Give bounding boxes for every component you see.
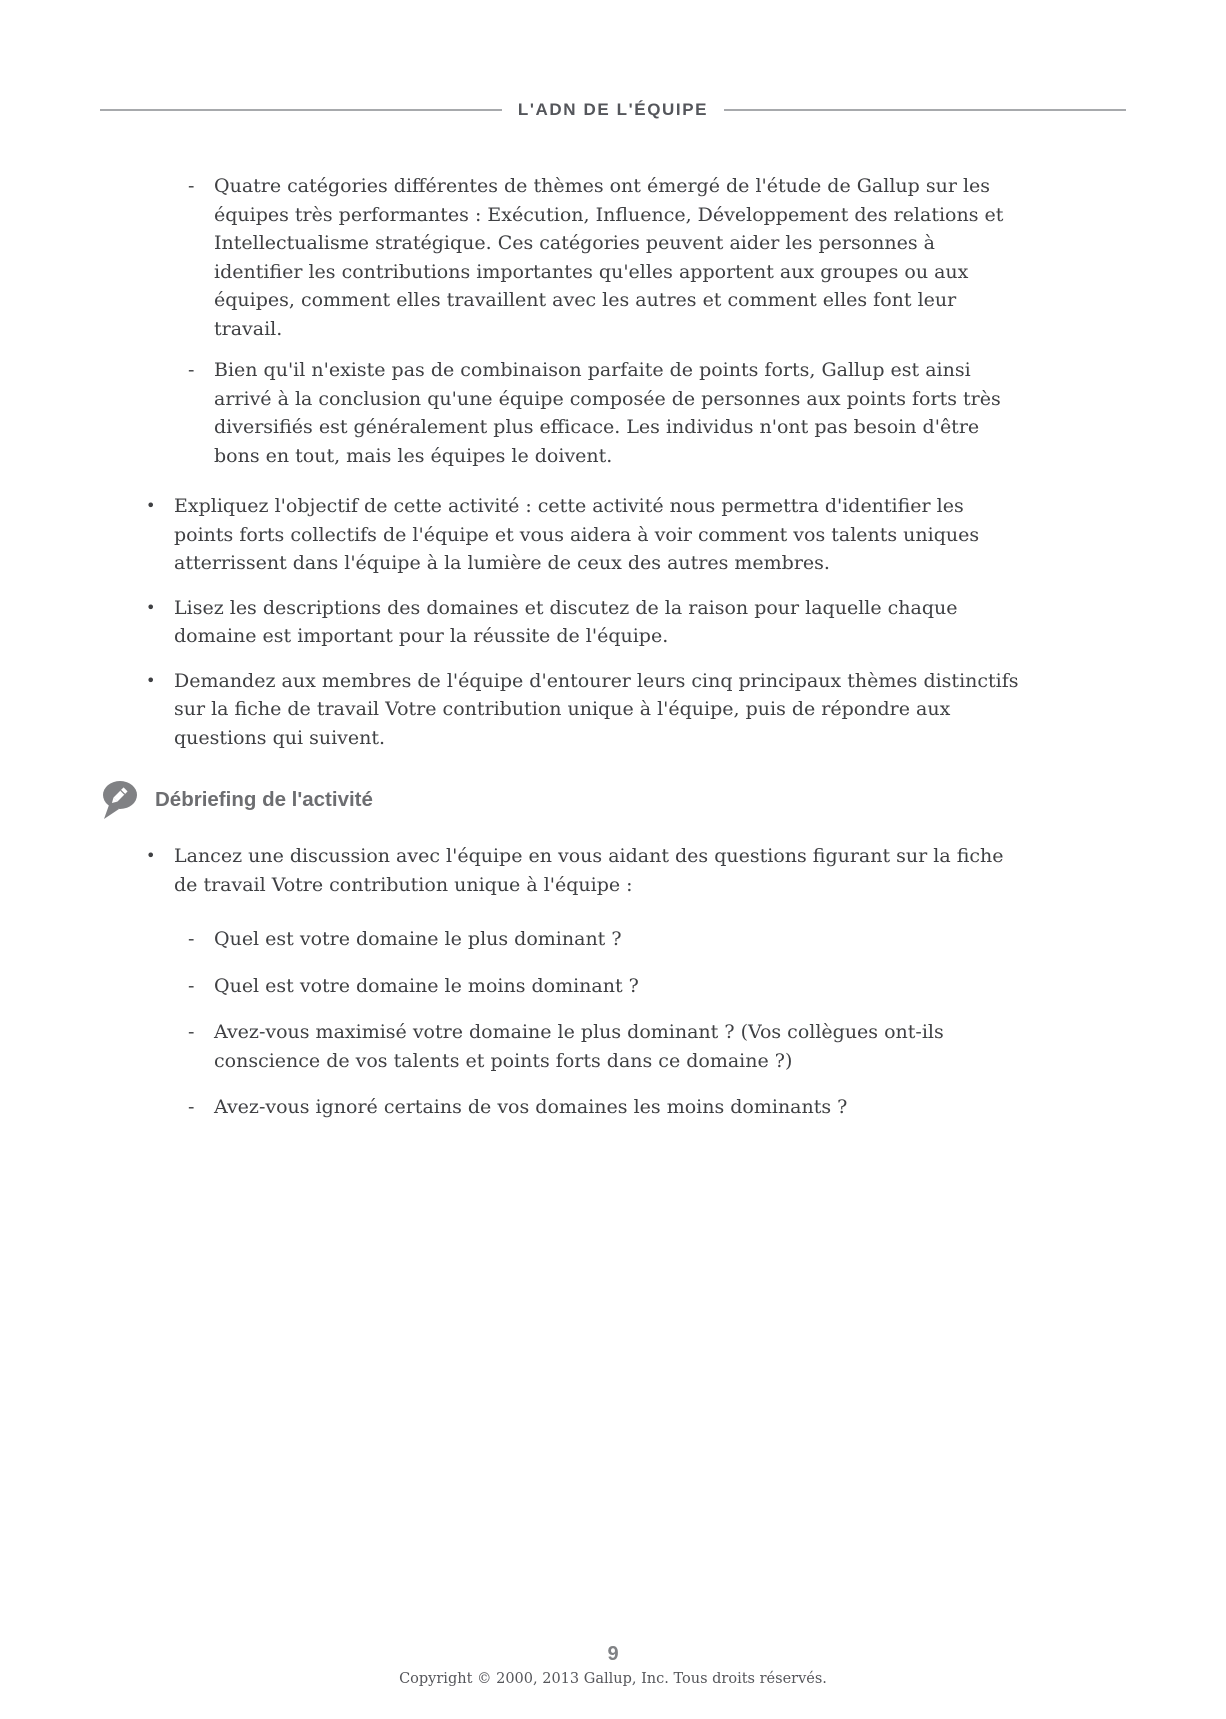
page-header: [100, 0, 1126, 120]
paragraph: Lancez une discussion avec l'équipe en vous aidant des questions figurant sur la fiche de travail Votre contribution unique à l'équipe :: [174, 845, 1004, 896]
debrief-bullet-list: [100, 842, 1126, 899]
activity-bullet-list: [100, 492, 1126, 752]
intro-dash-list: [100, 172, 1126, 470]
bullet-marker: •: [146, 496, 156, 515]
list-item: [146, 492, 1126, 578]
dash-marker: -: [188, 974, 195, 997]
list-item: [188, 1093, 1126, 1122]
question-text: Avez-vous ignoré certains de vos domaines les moins dominants ?: [214, 1096, 848, 1118]
bullet-marker: •: [146, 670, 156, 690]
bullet-marker: •: [146, 846, 156, 865]
page-content: [100, 172, 1126, 1122]
question-text: Avez-vous maximisé votre domaine le plus dominant ? (Vos collègues ont-ils conscience de vos talents et points forts dans ce domaine ?): [214, 1021, 944, 1072]
list-item: [188, 972, 1126, 1001]
paragraph: Expliquez l'objectif de cette activité : cette activité nous permettra d'identifier les points forts collectifs de l'équipe et vous aidera à voir comment vos talents uniques atterrissent dans l'équipe à la lumière de ceux des autres membres.: [174, 495, 980, 574]
paragraph: Quatre catégories différentes de thèmes ont émergé de l'étude de Gallup sur les équipes très performantes : Exécution, Influence, Développement des relations et Intellectualisme stratégique. Ces catégories peuvent aider les personnes à identifier les contributions importantes qu'elles apportent aux groupes ou aux équipes, comment elles travaillent avec les autres et comment elles font leur travail.: [214, 175, 1004, 340]
copyright-line: Copyright © 2000, 2013 Gallup, Inc. Tous droits réservés.: [399, 1671, 827, 1687]
page-footer: [0, 1643, 1226, 1687]
dash-marker: -: [188, 928, 195, 950]
dash-marker: -: [188, 175, 195, 197]
list-item: [188, 172, 1126, 343]
paragraph: Demandez aux membres de l'équipe d'entourer leurs cinq principaux thèmes distinctifs sur la fiche de travail Votre contribution unique à l'équipe, puis de répondre aux questions qui suivent.: [174, 669, 1019, 749]
dash-marker: -: [188, 1021, 195, 1043]
list-item: [146, 594, 1126, 651]
debrief-question-list: [100, 925, 1126, 1122]
question-text: Quel est votre domaine le moins dominant ?: [214, 974, 639, 997]
dash-marker: -: [188, 1096, 195, 1118]
debrief-section-heading: [100, 778, 1126, 822]
dash-marker: -: [188, 359, 195, 381]
section-title: Débriefing de l'activité: [155, 787, 373, 811]
page-number: 9: [607, 1643, 619, 1665]
list-item: [146, 667, 1126, 753]
question-text: Quel est votre domaine le plus dominant ?: [214, 928, 622, 950]
header-rule-right: [724, 109, 1126, 111]
list-item: [188, 925, 1126, 954]
speech-bubble-pencil-icon: [100, 778, 140, 822]
page-title: L'ADN DE L'ÉQUIPE: [517, 100, 709, 119]
bullet-marker: •: [146, 597, 156, 617]
list-item: [188, 356, 1126, 470]
paragraph: Lisez les descriptions des domaines et discutez de la raison pour laquelle chaque domaine est important pour la réussite de l'équipe.: [174, 596, 958, 647]
header-rule-left: [100, 109, 502, 111]
paragraph: Bien qu'il n'existe pas de combinaison parfaite de points forts, Gallup est ainsi arrivé à la conclusion qu'une équipe composée de personnes aux points forts très diversifiés est généralement plus efficace. Les individus n'ont pas besoin d'être bons en tout, mais les équipes le doivent.: [214, 359, 1001, 467]
list-item: [146, 842, 1126, 899]
list-item: [188, 1018, 1126, 1075]
